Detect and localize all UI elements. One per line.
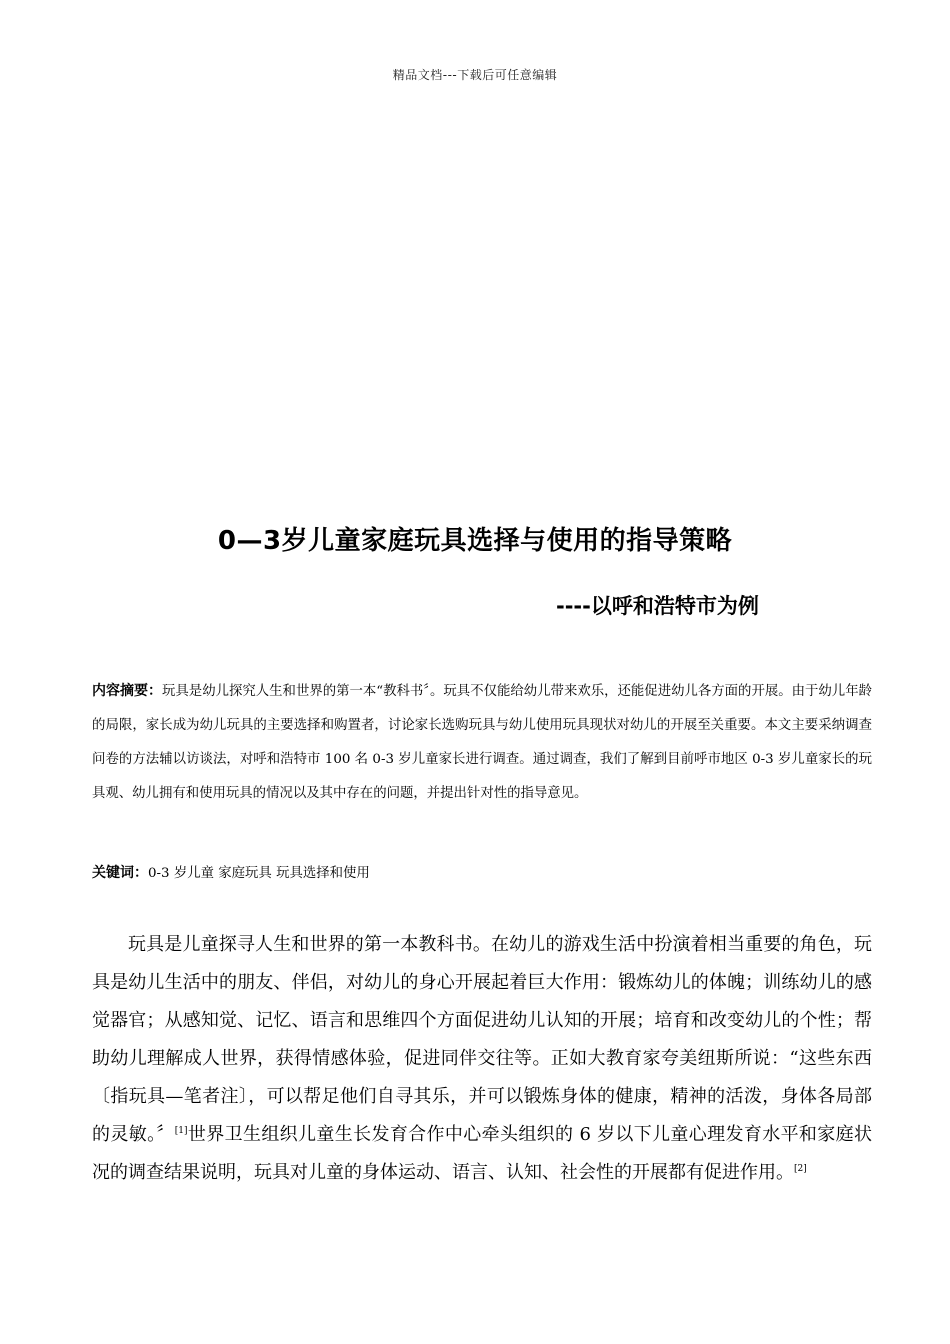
document-title: 0—3岁儿童家庭玩具选择与使用的指导策略: [217, 526, 733, 556]
abstract-paragraph: [92, 674, 872, 811]
body-paragraph: [92, 926, 872, 1192]
body-text-part1: 玩具是儿童探寻人生和世界的第一本教科书。在幼儿的游戏生活中扮演着相当重要的角色，玩具是幼儿生活中的朋友、伴侣，对幼儿的身心开展起着巨大作用：锻炼幼儿的体魄；训练幼儿的感觉器官；从感知觉、记忆、语言和思维四个方面促进幼儿认知的开展；培育和改变幼儿的个性；帮助幼儿理解成人世界，获得情感体验，促进同伴交往等。正如大教育家夸美纽斯所说：“这些东西〔指玩具—笔者注〕，可以帮足他们自寻其乐，并可以锻炼身体的健康，精神的活泼，身体各局部的灵敏。〞: [92, 934, 872, 1145]
body-text-part2: 世界卫生组织儿童生长发育合作中心牵头组织的 6 岁以下儿童心理发育水平和家庭状况的调查结果说明，玩具对儿童的身体运动、语言、认知、社会性的开展都有促进作用。: [92, 1124, 872, 1183]
abstract-text: 玩具是幼儿探究人生和世界的第一本“教科书〞。玩具不仅能给幼儿带来欢乐，还能促进幼儿各方面的开展。由于幼儿年龄的局限，家长成为幼儿玩具的主要选择和购置者，讨论家长选购玩具与幼儿使用玩具现状对幼儿的开展至关重要。本文主要采纳调查问卷的方法辅以访谈法，对呼和浩特市 100 名 0-3 岁儿童家长进行调查。通过调查，我们了解到目前呼市地区 0-3 岁儿童家长的玩具观、幼儿拥有和使用玩具的情况以及其中存在的问题，并提出针对性的指导意见。: [92, 684, 872, 801]
abstract-label: 内容摘要：: [92, 683, 163, 699]
keywords-line: [92, 858, 872, 889]
header-note: 精品文档---下载后可任意编辑: [392, 68, 558, 82]
keywords-text: 0-3 岁儿童 家庭玩具 玩具选择和使用: [148, 866, 370, 881]
keywords-label: 关键词：: [92, 865, 148, 881]
reference-marker-1: [1]: [174, 1126, 188, 1136]
reference-marker-2: [2]: [794, 1164, 807, 1174]
document-subtitle: ----以呼和浩特市为例: [556, 594, 759, 618]
